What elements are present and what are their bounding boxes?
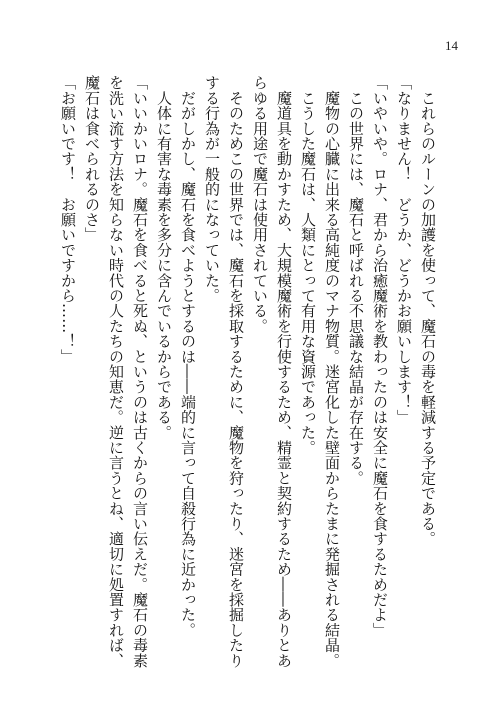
paragraph: だがしかし、魔石を食べようとするのは――端的に言って自殺行為に近かった。 [179, 75, 197, 638]
paragraph: こうした魔石は、人類にとって有用な資源であった。 [299, 75, 317, 455]
paragraph: 人体に有害な毒素を多分に含んでいるからである。 [155, 75, 173, 440]
dialogue-line: 「いやいや。ロナ、君から治癒魔術を教わったのは安全に魔石を食するためだよ」 [371, 75, 389, 638]
dialogue-line: 「いいかいロナ。魔石を食べると死ぬ、というのは古くからの言い伝えだ。魔石の毒素を洗い流す方法を知らない時代の人たちの知恵だ。逆に言うとね、適切に処置すれば、魔石は食べられるのさ」 [83, 75, 149, 668]
paragraph: そのためこの世界では、魔石を採取するために、魔物を狩ったり、迷宮を採掘したりする行為が一般的になっていた。 [203, 75, 245, 668]
paragraph: 魔物の心臓に出来る高純度のマナ物質。迷宮化した壁面からたまに発掘される結晶。 [323, 75, 341, 668]
dialogue-line: 「お願いです！ お願いですから……！」 [59, 75, 77, 364]
paragraph: 魔道具を動かすため、大規模魔術を行使するため、精霊と契約するため――ありとあらゆる用途で魔石は使用されている。 [251, 75, 293, 668]
paragraph: この世界には、魔石と呼ばれる不思議な結晶が存在する。 [347, 75, 365, 486]
dialogue-line: 「なりません！ どうか、どうかお願いします！」 [395, 75, 413, 425]
body-text [45, 75, 440, 675]
page-number: 14 [445, 38, 458, 53]
paragraph: これらのルーンの加護を使って、魔石の毒を軽減する予定である。 [419, 75, 437, 547]
